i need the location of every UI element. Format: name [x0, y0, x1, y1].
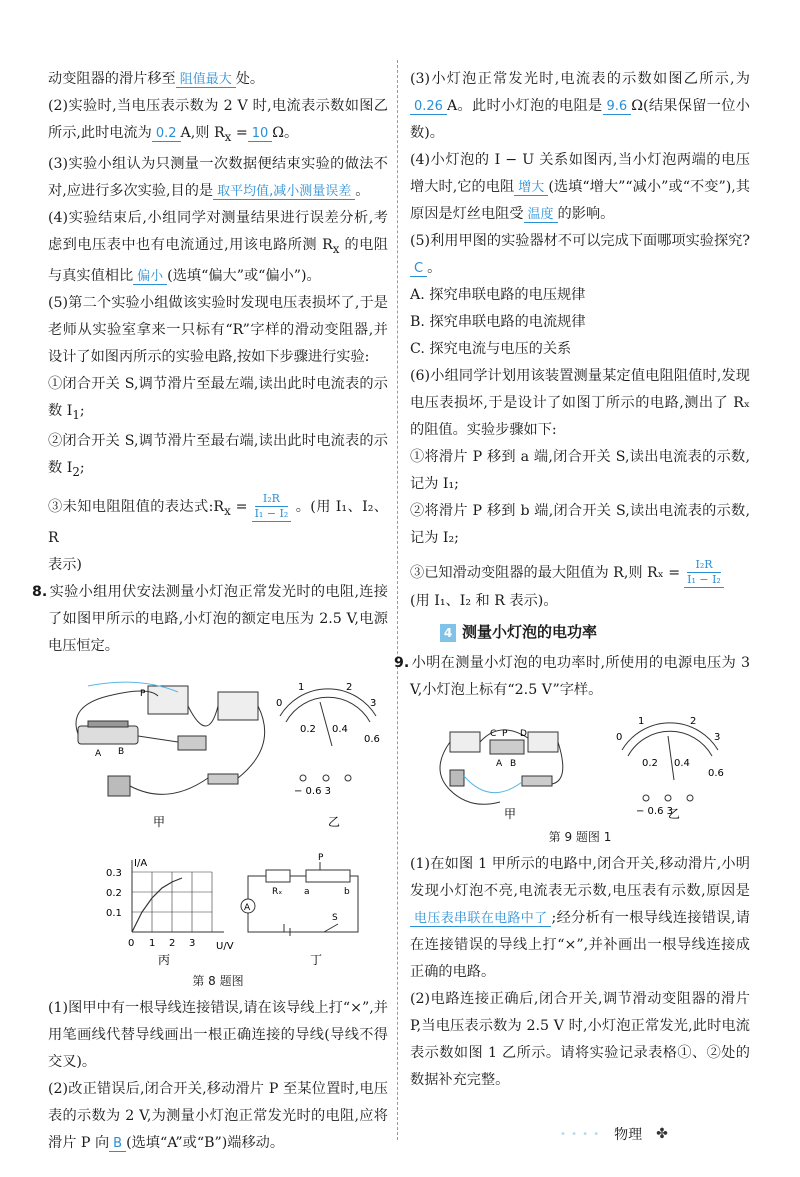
paragraph: (4)实验结束后,小组同学对测量结果进行误差分析,考虑到电压表中也有电流通过,用该电路所测 $R_x$ 的电阻与真实值相比 偏小 (选填“偏大”或“偏小”)。: [48, 209, 388, 284]
right-column: [394, 66, 750, 1094]
paragraph: (1)在如图 1 甲所示的电路中,闭合开关,移动滑片,小明发现小灯泡不亮,电流表无示数,电压表有示数,原因是电压表串联在电路中了 ;经分析有一根导线连接错误,请在连接错误的导线上打“×”,并补画出一根导线连接成正确的电路。: [410, 856, 750, 980]
paragraph: (3)实验小组认为只测量一次数据便结束实验的做法不对,应进行多次实验,目的是 取平均值,减小测量误差 。: [48, 155, 388, 199]
slider-label-p: P: [318, 853, 324, 864]
answer-blank: 0.2: [152, 126, 181, 142]
terminal-p-label: P: [502, 729, 508, 739]
paragraph: (用 I₁、I₂ 和 R 表示)。: [410, 593, 558, 609]
answer-blank: 电压表串联在电路中了: [410, 911, 551, 927]
svg-text:0: 0: [616, 732, 623, 743]
answer-blank: 10: [248, 126, 273, 142]
svg-text:U/V: U/V: [216, 941, 234, 953]
page-footer: [560, 1124, 668, 1144]
terminal-d-label: D: [520, 729, 527, 739]
terminal-label-p: P: [140, 689, 146, 700]
answer-fraction: $\frac{\text{I₂R}}{\text{I₁ − I₂}}$: [684, 558, 724, 588]
answer-fraction: $\frac{\text{I₂R}}{\text{I₁ − I₂}}$: [252, 492, 292, 522]
answer-blank: 取平均值,减小测量误差: [213, 184, 355, 200]
svg-text:3: 3: [370, 698, 377, 710]
figure-label-jia: 甲: [504, 807, 517, 821]
figure-9-drawing: [410, 710, 750, 822]
figure-label-bing: 丙: [158, 953, 171, 967]
svg-text:0.6: 0.6: [364, 734, 380, 746]
paragraph: (5)利用甲图的实验器材不可以完成下面哪项实验探究?C 。: [410, 233, 750, 276]
option-a: A. 探究串联电路的电压规律: [410, 287, 586, 303]
svg-text:− 0.6 3: − 0.6 3: [636, 806, 674, 817]
svg-text:0.2: 0.2: [300, 724, 316, 736]
left-column: [32, 66, 388, 1157]
switch-label: S: [332, 913, 338, 924]
rx-label: Rₓ: [272, 887, 283, 898]
question-9: 9. 小明在测量小灯泡的电功率时,所使用的电源电压为 3 V,小灯泡上标有“2.5 V”字样。: [394, 655, 750, 698]
paragraph: (5)第二个实验小组做该实验时发现电压表损坏了,于是老师从实验室拿来一只标有“R”字样的滑动变阻器,并设计了如图丙所示的实验电路,按如下步骤进行实验:: [48, 294, 388, 365]
option-b: B. 探究串联电路的电流规律: [410, 314, 586, 330]
ammeter-scale-9: [622, 723, 721, 801]
paragraph: ③已知滑动变阻器的最大阻值为 R,则 Rₓ = $\frac{\text{I₂R}}{\text{I₁ − I₂}}$: [410, 558, 750, 588]
terminal-c-label: C: [490, 729, 497, 739]
svg-text:2: 2: [690, 716, 697, 727]
figure-caption: 第 8 题图: [192, 974, 244, 989]
terminal-a-label: A: [496, 759, 503, 769]
paragraph: (4)小灯泡的 I − U 关系如图丙,当小灯泡两端的电压增大时,它的电阻 增大 (选填“增大”“减小”或“不变”),其原因是灯丝电阻受 温度 的影响。: [410, 152, 750, 222]
paragraph: (3)小灯泡正常发光时,电流表的示数如图乙所示,为0.26 A。此时小灯泡的电阻是 9.6 Ω(结果保留一位小数)。: [410, 71, 750, 141]
footer-subject: 物理: [614, 1127, 643, 1143]
paragraph: ②将滑片 P 移到 b 端,闭合开关 S,读出电流表的示数,记为 I₂;: [410, 503, 750, 546]
svg-text:0.4: 0.4: [674, 758, 690, 769]
answer-blank: 0.26: [410, 99, 447, 115]
footer-logo-icon: ✤: [656, 1126, 668, 1142]
svg-text:0.1: 0.1: [106, 908, 122, 920]
figure-caption: 第 9 题图 1: [548, 830, 612, 844]
circuit-diagram: [241, 862, 358, 936]
circuit-apparatus: [76, 682, 265, 796]
svg-text:1: 1: [298, 682, 305, 694]
svg-text:1: 1: [638, 716, 645, 727]
option-c: C. 探究电流与电压的关系: [410, 341, 572, 357]
iu-graph: [106, 858, 234, 952]
svg-text:2: 2: [346, 682, 353, 694]
paragraph: (6)小组同学计划用该装置测量某定值电阻阻值时,发现电压表损坏,于是设计了如图丁所示的电路,测出了 Rₓ 的阻值。实验步骤如下:: [410, 368, 750, 438]
paragraph: ②闭合开关 S,调节滑片至最右端,读出此时电流表的示数 $I_2$;: [48, 433, 388, 480]
paragraph: ③未知电阻阻值的表达式$:R_x$ = $\frac{\text{I₂R}}{\text{I₁ − I₂}}$ 。(用 I₁、I₂、R: [48, 492, 388, 547]
answer-blank: 温度: [524, 207, 558, 223]
svg-text:0.6: 0.6: [708, 768, 724, 779]
figure-label-jia: 甲: [153, 815, 166, 830]
svg-text:0.2: 0.2: [642, 758, 658, 769]
svg-text:0: 0: [276, 698, 283, 710]
section-title: 测量小灯泡的电功率: [462, 623, 598, 641]
paragraph: (2)电路连接正确后,闭合开关,调节滑动变阻器的滑片 P,当电压表示数为 2.5 V 时,小灯泡正常发光,此时电流表示数如图 1 乙所示。请将实验记录表格①、②处的数据补充完整。: [410, 991, 750, 1088]
terminal-label-a: A: [95, 749, 102, 760]
paragraph: ①闭合开关 S,调节滑片至最左端,读出此时电流表的示数 $I_1$;: [48, 375, 388, 422]
terminal-b-label: B: [510, 759, 517, 769]
terminal-b-label: b: [344, 887, 350, 898]
figure-label-yi: 乙: [328, 815, 341, 830]
terminal-label-b: B: [118, 747, 125, 758]
paragraph: (2)改正错误后,闭合开关,移动滑片 P 至某位置时,电压表的示数为 2 V,为测量小灯泡正常发光时的电阻,应将滑片 P 向 B (选填“A”或“B”)端移动。: [48, 1081, 388, 1152]
footer-decoration: • • • •: [560, 1128, 601, 1140]
svg-text:− 0.6 3: − 0.6 3: [294, 786, 332, 798]
paragraph: 动变阻器的滑片移至 阻值最大 处。: [48, 71, 265, 87]
svg-text:0.3: 0.3: [106, 868, 122, 880]
answer-blank: 偏小: [133, 269, 167, 285]
svg-text:0: 0: [128, 938, 135, 950]
answer-blank: 阻值最大: [176, 72, 236, 88]
figure-8: [48, 666, 388, 966]
svg-text:I/A: I/A: [134, 858, 148, 870]
figure-label-ding: 丁: [310, 953, 323, 967]
paragraph: (2)实验时,当电压表示数为 2 V 时,电流表示数如图乙所示,此时电流为 0.2 A,则 $R_x = 10$ Ω。: [48, 98, 388, 144]
svg-text:2: 2: [169, 938, 176, 950]
figure-8-drawing: [48, 666, 388, 966]
answer-blank: 增大: [514, 180, 548, 196]
answer-blank: B: [109, 1136, 126, 1152]
section-heading: [440, 619, 750, 646]
answer-blank: 9.6: [603, 99, 632, 115]
column-divider: [397, 60, 398, 1140]
ammeter-scale: [280, 689, 376, 781]
svg-text:3: 3: [714, 732, 721, 743]
svg-text:3: 3: [189, 938, 196, 950]
svg-text:0.4: 0.4: [332, 724, 348, 736]
section-number: 4: [440, 624, 456, 642]
question-8: 8. 实验小组用伏安法测量小灯泡正常发光时的电阻,连接了如图甲所示的电路,小灯泡的额定电压为 2.5 V,电源电压恒定。: [32, 584, 388, 655]
figure-label-yi: 乙: [668, 807, 681, 821]
paragraph: ①将滑片 P 移到 a 端,闭合开关 S,读出电流表的示数,记为 I₁;: [410, 449, 750, 492]
paragraph: 表示): [48, 557, 82, 574]
answer-blank: C: [410, 261, 427, 277]
paragraph: (1)图甲中有一根导线连接错误,请在该导线上打“×”,并用笔画线代替导线画出一根正确连接的导线(导线不得交叉)。: [48, 1000, 388, 1071]
svg-text:1: 1: [149, 938, 156, 950]
figure-9: [410, 710, 750, 822]
svg-text:0.2: 0.2: [106, 888, 122, 900]
ammeter-symbol: A: [244, 903, 251, 914]
terminal-a-label: a: [304, 887, 310, 898]
